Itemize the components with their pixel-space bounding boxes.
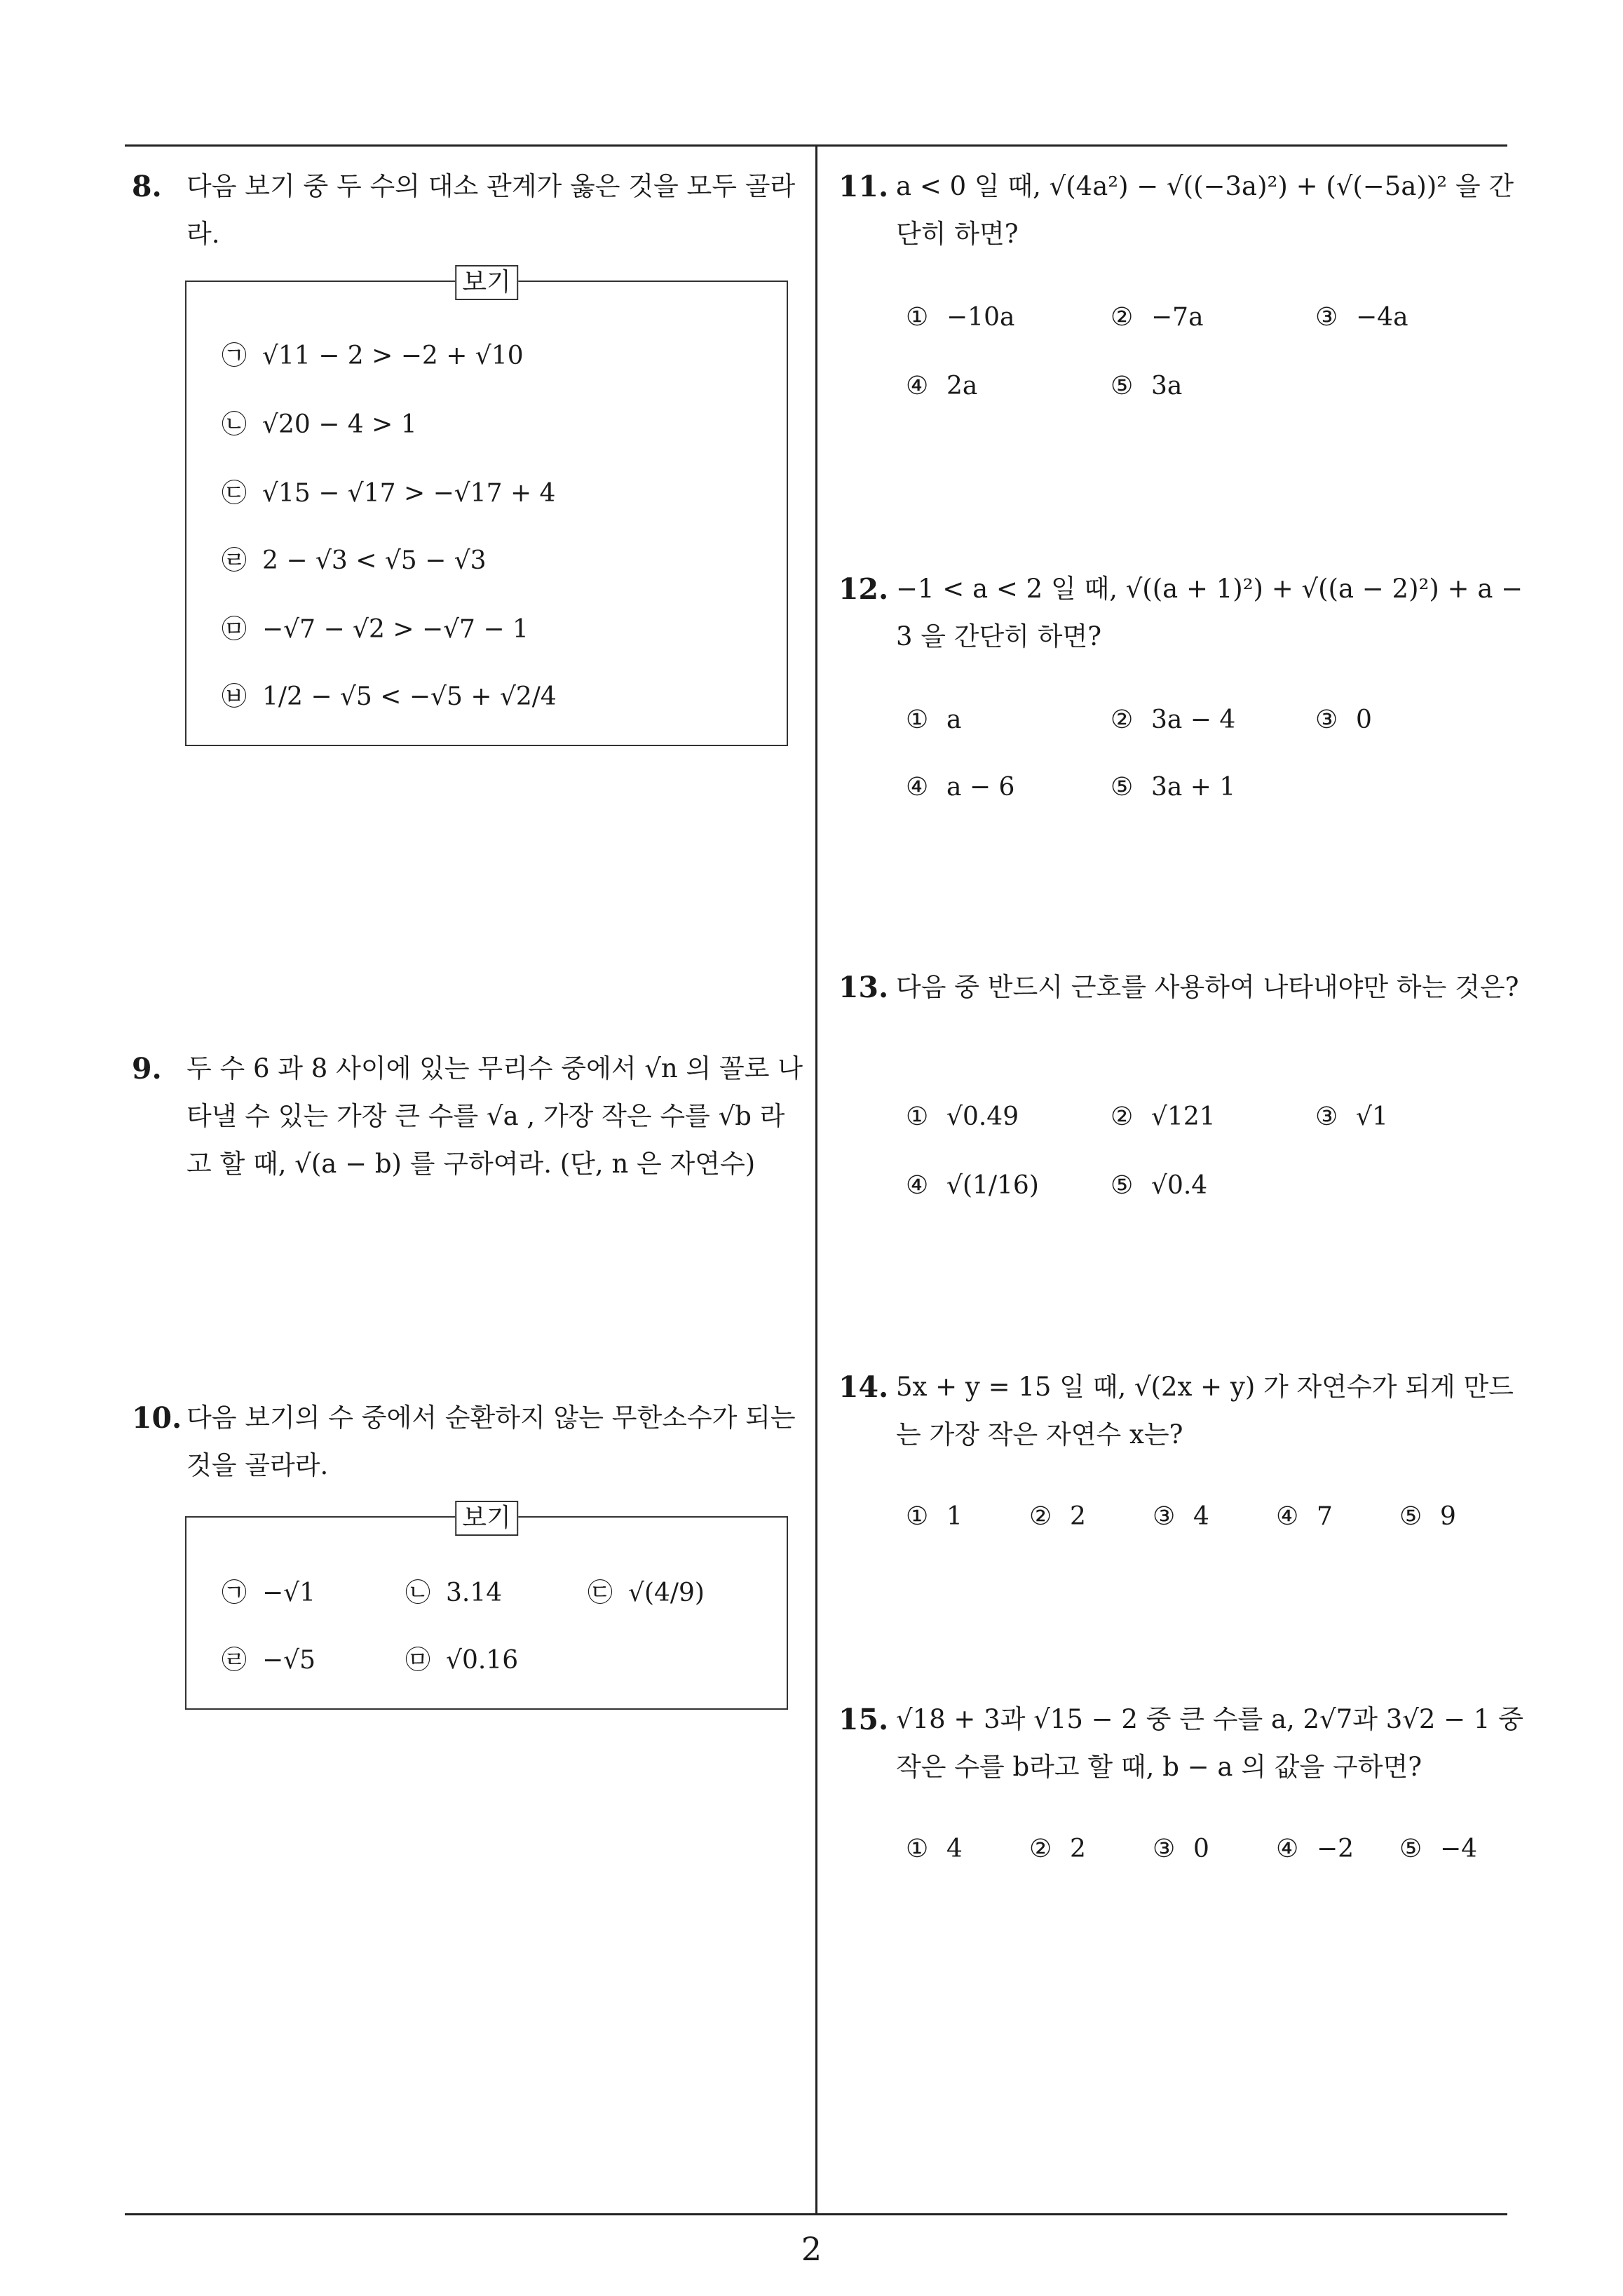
- question-number: 14.: [838, 1370, 889, 1404]
- question-text: 다음 보기 중 두 수의 대소 관계가 옳은 것을 모두 골라라.: [186, 171, 796, 249]
- choice-1[interactable]: ① 1: [906, 1502, 963, 1531]
- bogi-item: ㉡ √20 − 4 > 1: [222, 410, 417, 439]
- choice-3[interactable]: ③ √1: [1315, 1102, 1388, 1131]
- choice-2[interactable]: ② −7a: [1111, 303, 1204, 332]
- question-number: 11.: [838, 170, 889, 203]
- bogi-item: ㉣ −√5: [222, 1646, 316, 1675]
- choice-2[interactable]: ② 2: [1029, 1502, 1086, 1531]
- choice-5[interactable]: ⑤ √0.4: [1111, 1171, 1208, 1200]
- column-divider: [815, 144, 817, 2215]
- question-text: √18 + 3과 √15 − 2 중 큰 수를 a, 2√7과 3√2 − 1 중 작은 수를 b라고 할 때, b − a 의 값을 구하면?: [896, 1704, 1532, 1782]
- choice-5[interactable]: ⑤ 3a + 1: [1111, 773, 1236, 802]
- bogi-item: ㉥ 1/2 − √5 < −√5 + √2/4: [222, 682, 557, 711]
- question-text: −1 < a < 2 일 때, √((a + 1)²) + √((a − 2)²) + a − 3 을 간단히 하면?: [896, 574, 1531, 651]
- question-13: [838, 964, 1526, 1011]
- question-text: 다음 중 반드시 근호를 사용하여 나타내야만 하는 것은?: [896, 972, 1519, 1002]
- question-text: a < 0 일 때, √(4a²) − √((−3a)²) + (√(−5a))² 을 간단히 하면?: [896, 171, 1514, 249]
- question-12: [838, 565, 1531, 661]
- question-14: [838, 1363, 1526, 1459]
- choice-3[interactable]: ③ 4: [1153, 1502, 1209, 1531]
- choice-4[interactable]: ④ 2a: [906, 372, 978, 400]
- choice-4[interactable]: ④ a − 6: [906, 773, 1015, 802]
- choice-4[interactable]: ④ √(1/16): [906, 1171, 1039, 1200]
- question-15: [838, 1696, 1532, 1791]
- choice-2[interactable]: ② 3a − 4: [1111, 705, 1236, 734]
- choice-4[interactable]: ④ −2: [1276, 1835, 1354, 1863]
- bogi-item: ㉡ 3.14: [405, 1579, 503, 1607]
- bogi-item: ㉠ √11 − 2 > −2 + √10: [222, 342, 524, 370]
- choice-4[interactable]: ④ 7: [1276, 1502, 1333, 1531]
- choice-2[interactable]: ② 2: [1029, 1835, 1086, 1863]
- question-11: [838, 163, 1526, 258]
- bogi-label: 보기: [455, 1501, 518, 1536]
- choice-1[interactable]: ① a: [906, 705, 962, 734]
- question-number: 13.: [838, 971, 889, 1004]
- bogi-box-q10: [185, 1504, 788, 1710]
- question-9: [132, 1045, 805, 1188]
- bogi-item: ㉤ −√7 − √2 > −√7 − 1: [222, 615, 529, 644]
- bogi-box-q8: [185, 268, 788, 746]
- bogi-item: ㉢ √15 − √17 > −√17 + 4: [222, 479, 556, 508]
- question-10: [132, 1394, 805, 1490]
- question-number: 8.: [132, 170, 162, 203]
- question-text: 5x + y = 15 일 때, √(2x + y) 가 자연수가 되게 만드는 가장 작은 자연수 x는?: [896, 1372, 1514, 1450]
- choice-3[interactable]: ③ 0: [1153, 1835, 1209, 1863]
- choice-1[interactable]: ① −10a: [906, 303, 1015, 332]
- bogi-item: ㉣ 2 − √3 < √5 − √3: [222, 546, 487, 575]
- question-number: 15.: [838, 1703, 889, 1736]
- question-number: 9.: [132, 1052, 162, 1086]
- choice-3[interactable]: ③ 0: [1315, 705, 1372, 734]
- choice-5[interactable]: ⑤ 3a: [1111, 372, 1183, 400]
- choice-2[interactable]: ② √121: [1111, 1102, 1216, 1131]
- choice-5[interactable]: ⑤ 9: [1399, 1502, 1456, 1531]
- bottom-rule: [125, 2213, 1507, 2215]
- question-8: [132, 163, 805, 258]
- question-number: 10.: [132, 1401, 182, 1435]
- bogi-label: 보기: [455, 265, 518, 300]
- choice-1[interactable]: ① 4: [906, 1835, 963, 1863]
- question-text: 다음 보기의 수 중에서 순환하지 않는 무한소수가 되는 것을 골라라.: [186, 1403, 804, 1480]
- bogi-item: ㉢ √(4/9): [588, 1579, 705, 1607]
- choice-3[interactable]: ③ −4a: [1315, 303, 1408, 332]
- question-number: 12.: [838, 572, 889, 606]
- choice-5[interactable]: ⑤ −4: [1399, 1835, 1478, 1863]
- question-text: 두 수 6 과 8 사이에 있는 무리수 중에서 √n 의 꼴로 나타낼 수 있는 가장 큰 수를 √a , 가장 작은 수를 √b 라고 할 때, √(a − b) 를 구하여라. (단, n 은 자연수): [186, 1053, 803, 1179]
- page-number: 2: [801, 2230, 822, 2268]
- bogi-item: ㉠ −√1: [222, 1579, 316, 1607]
- choice-1[interactable]: ① √0.49: [906, 1102, 1019, 1131]
- bogi-item: ㉤ √0.16: [405, 1646, 519, 1675]
